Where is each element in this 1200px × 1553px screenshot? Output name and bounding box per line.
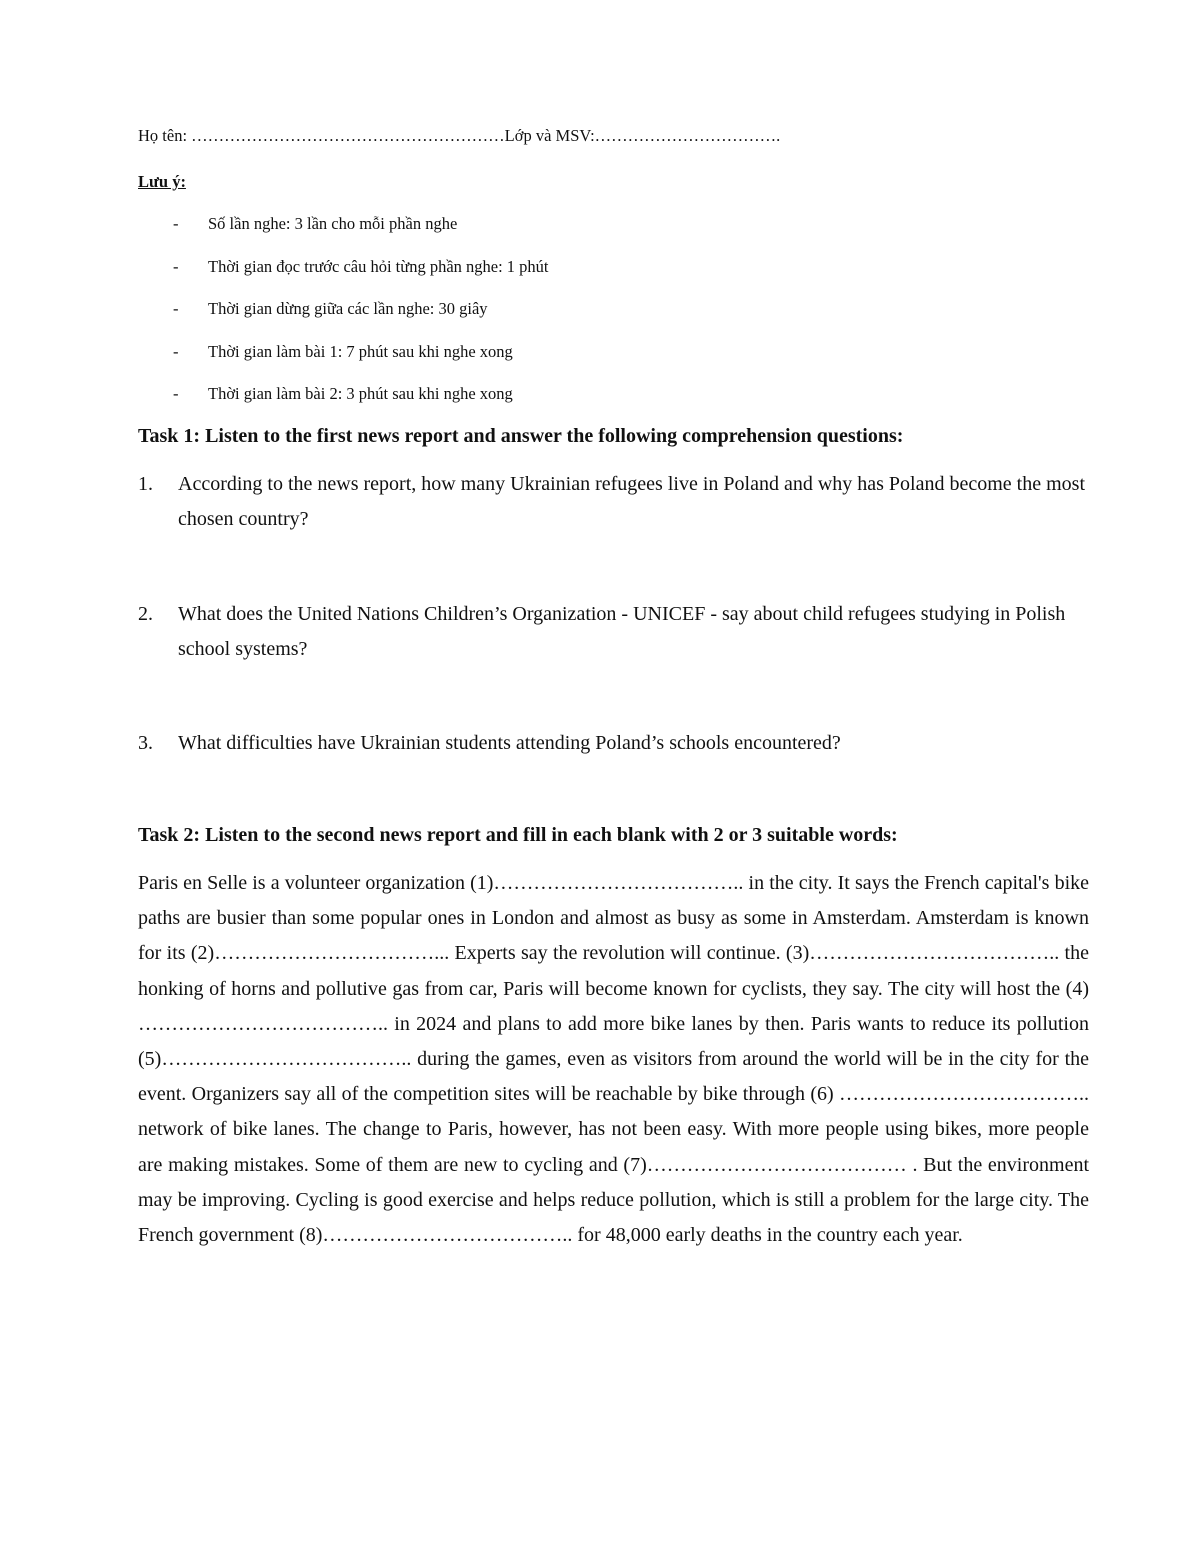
note-item-text: Thời gian đọc trước câu hỏi từng phần nghe: 1 phút	[208, 256, 549, 276]
question-text: What does the United Nations Children’s Organization - UNICEF - say about child refugees studying in Polish school systems?	[178, 603, 1066, 660]
note-item	[138, 341, 1038, 384]
note-item-text: Thời gian làm bài 1: 7 phút sau khi nghe xong	[208, 341, 513, 361]
task2-heading: Task 2: Listen to the second news report and fill in each blank with 2 or 3 suitable words:	[138, 824, 898, 846]
task1-heading: Task 1: Listen to the first news report and answer the following comprehension questions:	[138, 425, 904, 447]
note-item	[138, 256, 1038, 299]
note-item	[138, 213, 1038, 256]
bullet-dash: -	[173, 341, 179, 361]
question-number: 1.	[138, 473, 153, 495]
question-text: What difficulties have Ukrainian students attending Poland’s schools encountered?	[178, 732, 841, 754]
note-item	[138, 383, 1038, 426]
question-text: According to the news report, how many Ukrainian refugees live in Poland and why has Poland become the most chosen country?	[178, 473, 1086, 530]
question-2	[138, 597, 1088, 667]
question-3	[138, 726, 1088, 761]
note-item-text: Thời gian dừng giữa các lần nghe: 30 giây	[208, 299, 488, 318]
question-number: 3.	[138, 732, 153, 754]
question-number: 2.	[138, 603, 153, 625]
note-item-text: Thời gian làm bài 2: 3 phút sau khi nghe xong	[208, 384, 513, 403]
notes-list	[138, 213, 1038, 426]
student-info-line: Họ tên: …………………………………………………Lớp và MSV:…………………………….	[138, 126, 781, 145]
bullet-dash: -	[173, 384, 179, 403]
bullet-dash: -	[173, 299, 179, 318]
bullet-dash: -	[173, 214, 179, 233]
task2-paragraph: Paris en Selle is a volunteer organization (1)……………………………….. in the city. It says the French capital's bike paths are busier than some popular ones in London and almost as busy as some in Amsterdam. Amsterdam is known for its (2)……………………………... Experts say the revolution will continue. (3)……………………………….. the honking of horns and pollutive gas from car, Paris will become known for cyclists, they say. The city will host the (4) ……………………………….. in 2024 and plans to add more bike lanes by then. Paris wants to reduce its pollution (5)……………………………….. during the games, even as visitors from around the world will be in the city for the event. Organizers say all of the competition sites will be reachable by bike through (6) ……………………………….. network of bike lanes. The change to Paris, however, has not been easy. With more people using bikes, more people are making mistakes. Some of them are new to cycling and (7)………………………………… . But the environment may be improving. Cycling is good exercise and helps reduce pollution, which is still a problem for the large city. The French government (8)……………………………….. for 48,000 early deaths in the country each year.	[138, 872, 1089, 1247]
note-item-text: Số lần nghe: 3 lần cho mỗi phần nghe	[208, 214, 458, 233]
question-1	[138, 467, 1088, 537]
note-item	[138, 298, 1038, 341]
notes-title: Lưu ý:	[138, 172, 186, 191]
bullet-dash: -	[173, 256, 179, 276]
